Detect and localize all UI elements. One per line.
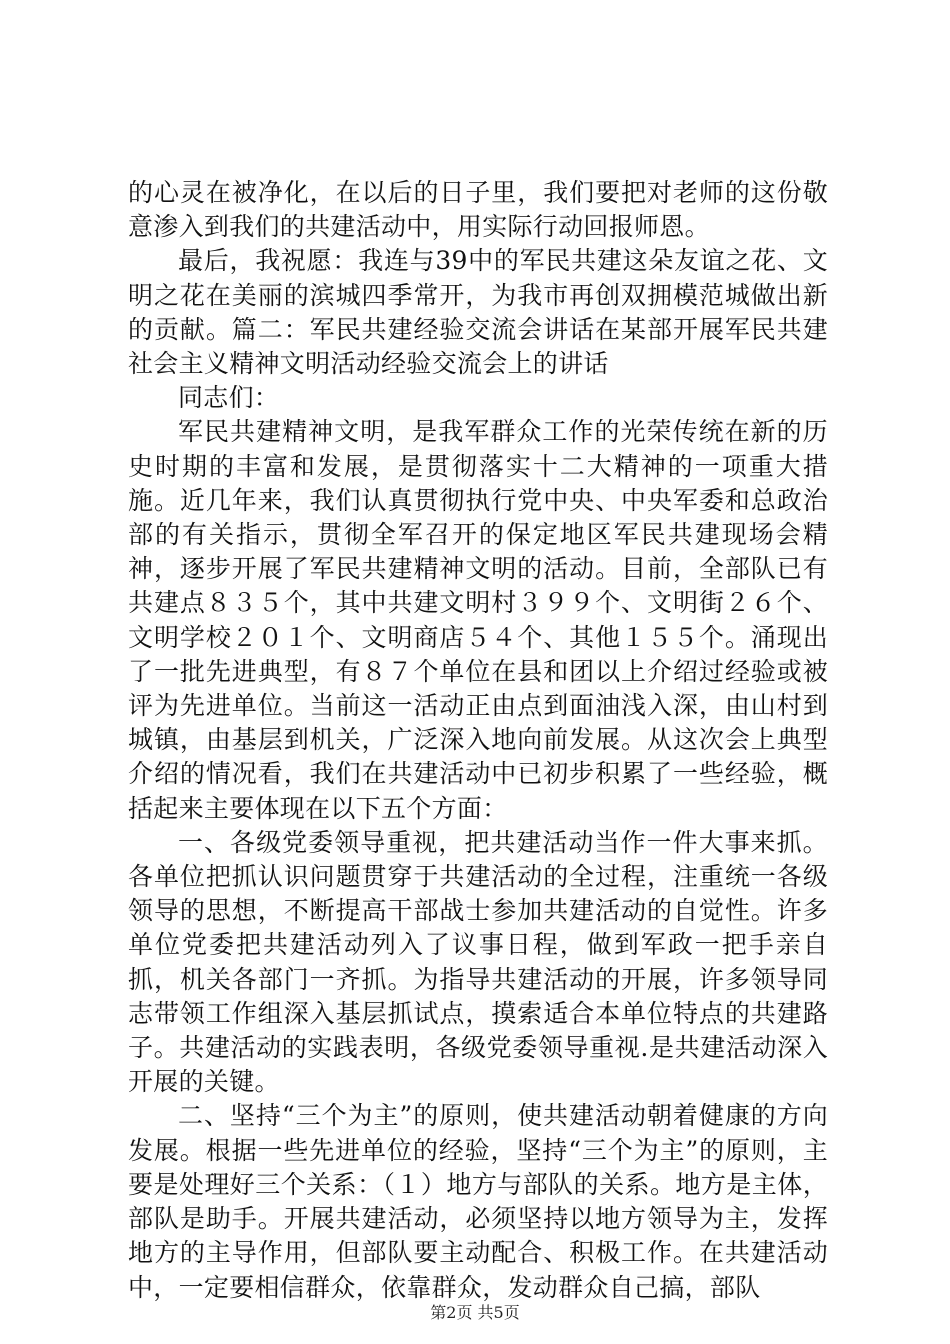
paragraph-closing-wish: 最后，我祝愿：我连与39中的军民共建这朵友谊之花、文明之花在美丽的滨城四季常开，为我市再创双拥模范城做出新的贡献。篇二：军民共建经验交流会讲话在某部开展军民共建社会主义精神文明活动经验交流会上的讲话	[128, 246, 828, 379]
paragraph-point-two: 二、坚持“三个为主”的原则，使共建活动朝着健康的方向发展。根据一些先进单位的经验，坚持“三个为主”的原则，主要是处理好三个关系：（１）地方与部队的关系。地方是主体，部队是助手。开展共建活动，必须坚持以地方领导为主，发挥地方的主导作用，但部队要主动配合、积极工作。在共建活动中，一定要相信群众，依靠群众，发动群众自己搞，部队	[128, 1101, 828, 1302]
document-body	[128, 176, 828, 1305]
paragraph-point-one: 一、各级党委领导重视，把共建活动当作一件大事来抓。各单位把抓认识问题贯穿于共建活动的全过程，注重统一各级领导的思想，不断提高干部战士参加共建活动的自觉性。许多单位党委把共建活动列入了议事日程，做到军政一把手亲自抓，机关各部门一齐抓。为指导共建活动的开展，许多领导同志带领工作组深入基层抓试点，摸索适合本单位特点的共建路子。共建活动的实践表明，各级党委领导重视.是共建活动深入开展的关键。	[128, 827, 828, 1097]
paragraph-introduction: 军民共建精神文明，是我军群众工作的光荣传统在新的历史时期的丰富和发展，是贯彻落实十二大精神的一项重大措施。近几年来，我们认真贯彻执行党中央、中央军委和总政治部的有关指示，贯彻全军召开的保定地区军民共建现场会精神，逐步开展了军民共建精神文明的活动。目前，全部队已有共建点８３５个，其中共建文明村３９９个、文明街２６个、文明学校２０１个、文明商店５４个、其他１５５个。涌现出了一批先进典型，有８７个单位在县和团以上介绍过经验或被评为先进单位。当前这一活动正由点到面油浅入深，由山村到城镇，由基层到机关，广泛深入地向前发展。从这次会上典型介绍的情况看，我们在共建活动中已初步积累了一些经验，概括起来主要体现在以下五个方面：	[128, 417, 828, 823]
paragraph-salutation: 同志们：	[178, 383, 280, 413]
paragraph-continuation: 的心灵在被净化，在以后的日子里，我们要把对老师的这份敬意渗入到我们的共建活动中，用实际行动回报师恩。	[128, 178, 828, 242]
page-number-footer: 第2页 共5页	[430, 1303, 520, 1322]
